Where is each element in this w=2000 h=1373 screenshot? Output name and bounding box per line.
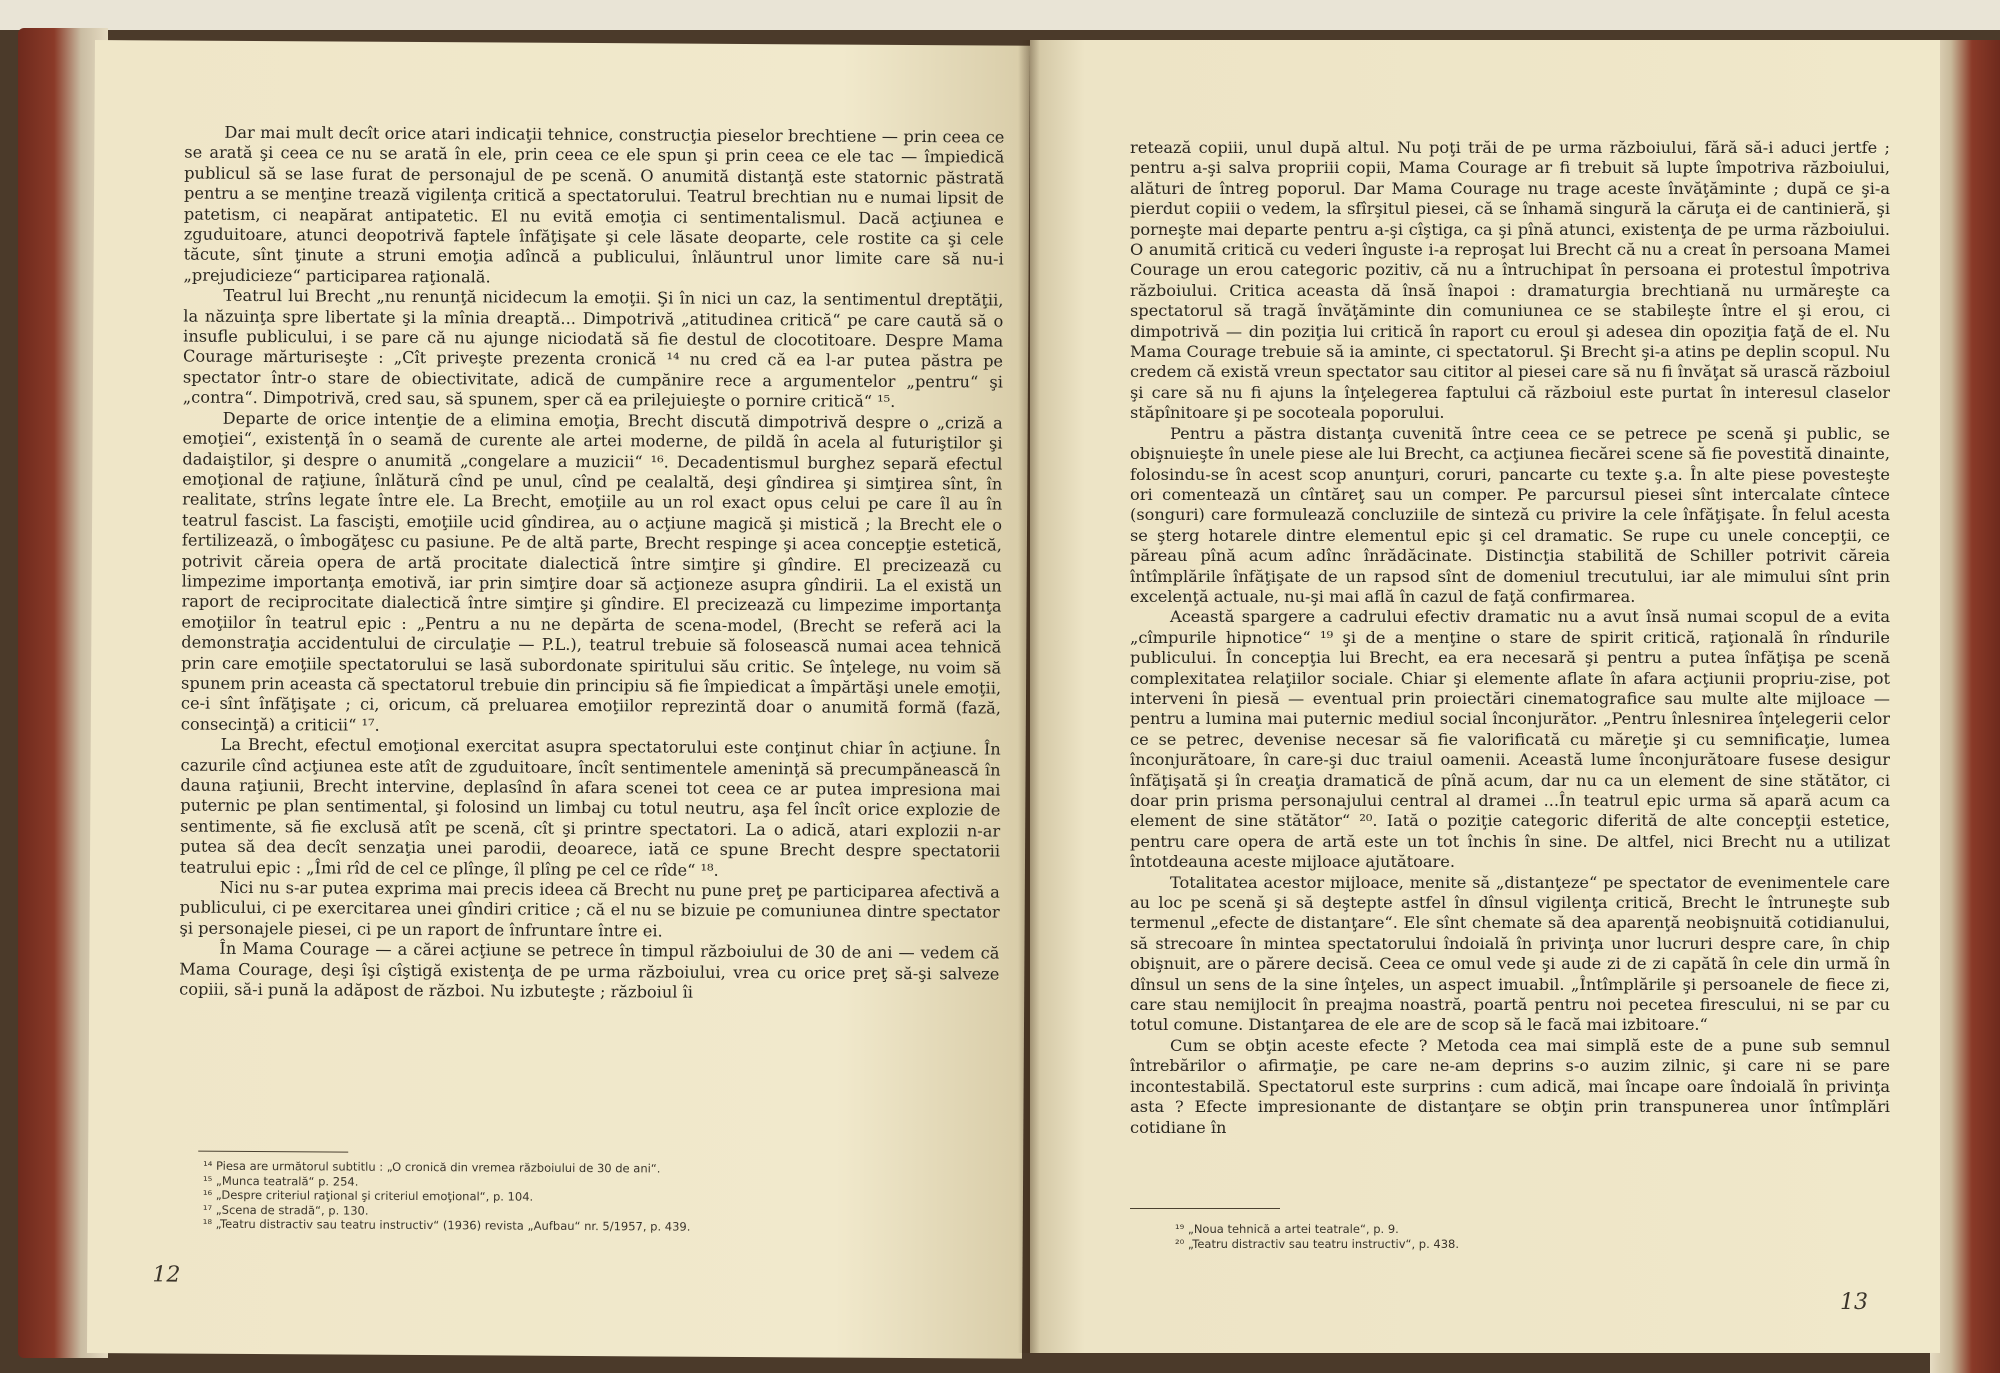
- paragraph: Nici nu s-ar putea exprima mai precis ideea că Brecht nu pune preţ pe participarea afectivă a publicului, ci pe exercitarea unei gîndiri critice ; că el nu se bizuie pe comuniunea dintre spectator şi personajele piesei, ci pe un raport de înfruntare între ei.: [179, 877, 1000, 941]
- footnote-rule: [1130, 1208, 1280, 1209]
- paragraph: Departe de orice intenţie de a elimina emoţia, Brecht discută dimpotrivă despre o „criză a emoţiei“, existenţă în o seamă de curente ale artei moderne, de pildă în acela al futuriştilor şi dadaiştilor, şi despre o anumită „congelare a muzicii“ ¹⁶. Decadentismul burghez separă efectul emoţional de raţiune, înlătură cînd pe unul, cînd pe cealaltă, deşi gîndirea şi simţirea sînt, în realitate, strîns legate între ele. La Brecht, emoţiile au un rol exact opus celui pe care îl au în teatrul fascist. La fascişti, emoţiile ucid gîndirea, au o acţiune magică şi mistică ; la Brecht ele o fertilizează, o îmbogăţesc cu pasiune. Pe de altă parte, Brecht respinge şi acea concepţie estetică, potrivit căreia opera de artă procitate dialectică între simţire şi gîndire. El precizează cu limpezime importanţa emotivă, iar prin simţire doar să acţioneze asupra gîndirii. La el există un raport de reciprocitate dialectică între simţire şi gîndire. El precizează cu limpezime importanţa emoţiilor în teatrul epic : „Pentru a nu ne depărta de scena-model, (Brecht se referă aci la demonstraţia accidentului de circulaţie — P.L.), teatrul trebuie să folosească numai acea tehnică prin care emoţiile spectatorului se lasă subordonate spiritului său critic. Se înţelege, nu voim să spunem prin aceasta că spectatorul trebuie din principiu să fie împiedicat a împărtăşi unele emoţii, ce-i sînt înfăţişate ; ci, oricum, că preluarea emoţiilor reprezintă doar o anumită formă (fază, consecinţă) a criticii“ ¹⁷.: [180, 408, 1003, 735]
- paragraph: retează copiii, unul după altul. Nu poţi trăi de pe urma războiului, fără să-i aduci jertfe ; pentru a-şi salva propriii copii, Mama Courage ar fi trebuit să lupte împotriva războiului, alături de întreg poporul. Dar Mama Courage nu trage aceste învăţăminte ; după ce şi-a pierdut copiii o vedem, la sfîrşitul piesei, că se înhamă singură la căruţa ei de cantinieră, şi porneşte mai departe pentru a-şi cîştiga, ca şi pînă atunci, existenţa de pe urma războiului. O anumită critică cu vederi înguste i-a reproşat lui Brecht că nu a creat în persoana Mamei Courage un erou categoric pozitiv, că nu a întruchipat în persoana ei protestul împotriva războiului. Critica aceasta dă însă înapoi : dramaturgia brechtiană nu urmăreşte ca spectatorul să tragă învăţăminte din comuniunea ce se stabileşte între el şi erou, ci dimpotrivă — din poziţia lui critică în raport cu eroul şi adesea din opoziţia faţă de el. Nu Mama Courage trebuie să ia aminte, ci spectatorul. Şi Brecht şi-a atins pe deplin scopul. Nu credem că există vreun spectator sau cititor al piesei care să nu fi învăţat să urască războiul şi care să nu fi ajuns la înţelegerea faptului că războiul este purtat în interesul claselor stăpînitoare şi pe socoteala poporului.: [1130, 138, 1890, 423]
- paragraph: Dar mai mult decît orice atari indicaţii tehnice, construcţia pieselor brechtiene — prin ceea ce se arată şi ceea ce nu se arată în ele, prin ceea ce ele spun şi prin ceea ce ele tac — împiedică publicul să se lase furat de personajul de pe scenă. O anumită distanţă este statornic păstrată pentru a se menţine trează vigilenţa critică a spectatorului. Teatrul brechtian nu e numai lipsit de patetism, ci neapărat antipatetic. El nu evită emoţia ci sentimentalismul. Dacă acţiunea e zguduitoare, atunci deopotrivă faptele înfăţişate şi cele lăsate deoparte, cele rostite ca şi cele tăcute, sînt ţinute a struni emoţia adîncă a publicului, înlăuntrul unor limite care să nu-i „prejudicieze“ participarea raţională.: [183, 122, 1005, 287]
- paragraph: Teatrul lui Brecht „nu renunţă nicidecum la emoţii. Şi în nici un caz, la sentimentul dreptăţii, la năzuinţa spre libertate şi la mînia dreaptă... Dimpotrivă „atitudinea critică“ pe care caută să o insufle publicului, i se pare că nu ajunge niciodată să fie destul de clocotitoare. Despre Mama Courage mărturiseşte : „Cît priveşte prezenta cronică ¹⁴ nu cred că ea l-ar putea păstra pe spectator într-o stare de obiectivitate, adică de cumpănire rece a argumentelor „pentru“ şi „contra“. Dimpotrivă, cred sau, să spunem, sper că ea prilejuieşte o pornire critică“ ¹⁵.: [182, 286, 1004, 412]
- paragraph: La Brecht, efectul emoţional exercitat asupra spectatorului este conţinut chiar în acţiune. În cazurile cînd acţiunea este atît de zguduitoare, încît sentimentele ameninţă să precumpănească în dauna raţiunii, Brecht intervine, deplasînd în afara scenei tot ceea ce ar putea impresiona mai puternic pe plan sentimental, şi folosind un limbaj cu totul neutru, aşa fel încît orice explozie de sentimente, să fie exclusă atît pe scenă, cît şi printre spectatori. La o adică, atari explozii n-ar putea să dea decît senzaţia unei parodii, deoarece, iată ce spune Brecht despre spectatorii teatrului epic : „Îmi rîd de cel ce plînge, îl plîng pe cel ce rîde“ ¹⁸.: [179, 734, 1001, 880]
- paragraph: Cum se obţin aceste efecte ? Metoda cea mai simplă este de a pune sub semnul întrebărilor o afirmaţie, pe care ne-am deprins s-o auzim zilnic, şi care ni se pare incontestabilă. Spectatorul este surprins : cum adică, mai încape oare îndoială în privinţa asta ? Efecte impresionante de distanţare se obţin prin transpunerea unor întîmplări cotidiane în: [1130, 1035, 1890, 1137]
- footnote: ¹⁸ „Teatru distractiv sau teatru instructiv“ (1936) revista „Aufbau“ nr. 5/1957, p. 439.: [202, 1216, 691, 1234]
- footnote: ¹⁶ „Despre criteriul raţional şi criteriul emoţional“, p. 104.: [202, 1187, 534, 1204]
- book-gutter: [1018, 40, 1040, 1353]
- left-page-body: [179, 123, 1004, 1005]
- page-number: 12: [152, 1262, 181, 1288]
- footnote: ¹⁹ „Noua tehnică a artei teatrale“, p. 9.: [1175, 1222, 1399, 1236]
- book-cover-right: [1930, 40, 2000, 1373]
- footnotes: [1175, 1222, 1875, 1251]
- footnote: ¹⁵ „Munca teatrală“ p. 254.: [202, 1173, 359, 1189]
- page-number: 13: [1840, 1290, 1868, 1315]
- footnote-rule: [198, 1151, 348, 1153]
- left-page: [87, 40, 1030, 1359]
- right-page: [1030, 40, 1940, 1353]
- paragraph: Totalitatea acestor mijloace, menite să „distanţeze“ pe spectator de evenimentele care au loc pe scenă şi să deştepte astfel în dînsul vigilenţa critică, Brecht le întruneşte sub termenul „efecte de distanţare“. Ele sînt chemate să dea aparenţă neobişnuită cotidianului, să strecoare în mintea spectatorului îndoială în privinţa unor lucruri despre care, în chip obişnuit, are o părere decisă. Ceea ce omul vede şi aude zi de zi capătă în cele din urmă în dînsul un sens de la sine înţeles, un aspect imuabil. „Întîmplările şi persoanele de fiece zi, care stau nemijlocit în preajma noastră, poartă pentru noi pecetea firescului, ni se par cu totul comune. Distanţarea de ele are de scop să le facă mai izbitoare.“: [1130, 872, 1890, 1035]
- footnote: ²⁰ „Teatru distractiv sau teatru instructiv“, p. 438.: [1175, 1236, 1459, 1251]
- paragraph: Pentru a păstra distanţa cuvenită între ceea ce se petrece pe scenă şi public, se obişnuieşte în unele piese ale lui Brecht, ca acţiunea fiecărei scene să fie povestită dinainte, folosindu-se în acest scop anunţuri, coruri, pancarte cu texte ş.a. În alte piese povesteşte ori comentează un cîntăreţ sau un comper. Pe parcursul piesei sînt intercalate cîntece (songuri) care formulează concluziile de sinteză cu privire la cele înfăţişate. În felul acesta se şterg hotarele dintre elementul epic şi cel dramatic. Se rupe cu unele concepţii, ce păreau pînă acum adînc înrădăcinate. Distincţia stabilită de Schiller potrivit căreia întîmplările înfăţişate de un rapsod sînt de domeniul trecutului, iar ale mimului sînt prin excelenţă actuale, nu-şi mai află în cazul de faţă confirmarea.: [1130, 423, 1890, 606]
- right-page-body: [1130, 138, 1890, 1138]
- footnotes: [203, 1159, 923, 1236]
- footnote: ¹⁴ Piesa are următorul subtitlu : „O cronică din vremea războiului de 30 de ani“.: [203, 1158, 661, 1176]
- paragraph: În Mama Courage — a cărei acţiune se petrece în timpul războiului de 30 de ani — vedem că Mama Courage, deşi îşi cîştigă existenţa de pe urma războiului, vrea cu orice preţ să-şi salveze copiii, să-i pună la adăpost de război. Nu izbuteşte ; războiul îi: [179, 939, 1000, 1002]
- footnote: ¹⁷ „Scena de stradă“, p. 130.: [202, 1202, 369, 1218]
- paragraph: Această spargere a cadrului efectiv dramatic nu a avut însă numai scopul de a evita „cîmpurile hipnotice“ ¹⁹ şi de a menţine o stare de spirit critică, raţională în rîndurile publicului. În concepţia lui Brecht, ea era necesară şi pentru a putea înfăţişa pe scenă complexitatea relaţiilor sociale. Chiar şi elemente aflate în afara acţiunii propriu-zise, pot interveni în piesă — eventual prin proiectări cinematografice sau multe alte mijloace — pentru a lumina mai puternic mediul social înconjurător. „Pentru înlesnirea înţelegerii celor ce se petrec, devenise necesar să fie valorificată cu măreţie şi cu semnificaţie, lumea înconjurătoare, în care-şi duc traiul oamenii. Această lume înconjurătoare fusese desigur înfăţişată şi în creaţia dramatică de pînă acum, dar nu ca un element de sine stătător, ci doar prin prisma personajului central al dramei ...În teatrul epic urma să apară acum ca element de sine stătător“ ²⁰. Iată o poziţie categoric diferită de alte concepţii estetice, pentru care opera de artă este un tot închis în sine. De altfel, nici Brecht nu a utilizat întotdeauna aceste mijloace ajutătoare.: [1130, 607, 1890, 872]
